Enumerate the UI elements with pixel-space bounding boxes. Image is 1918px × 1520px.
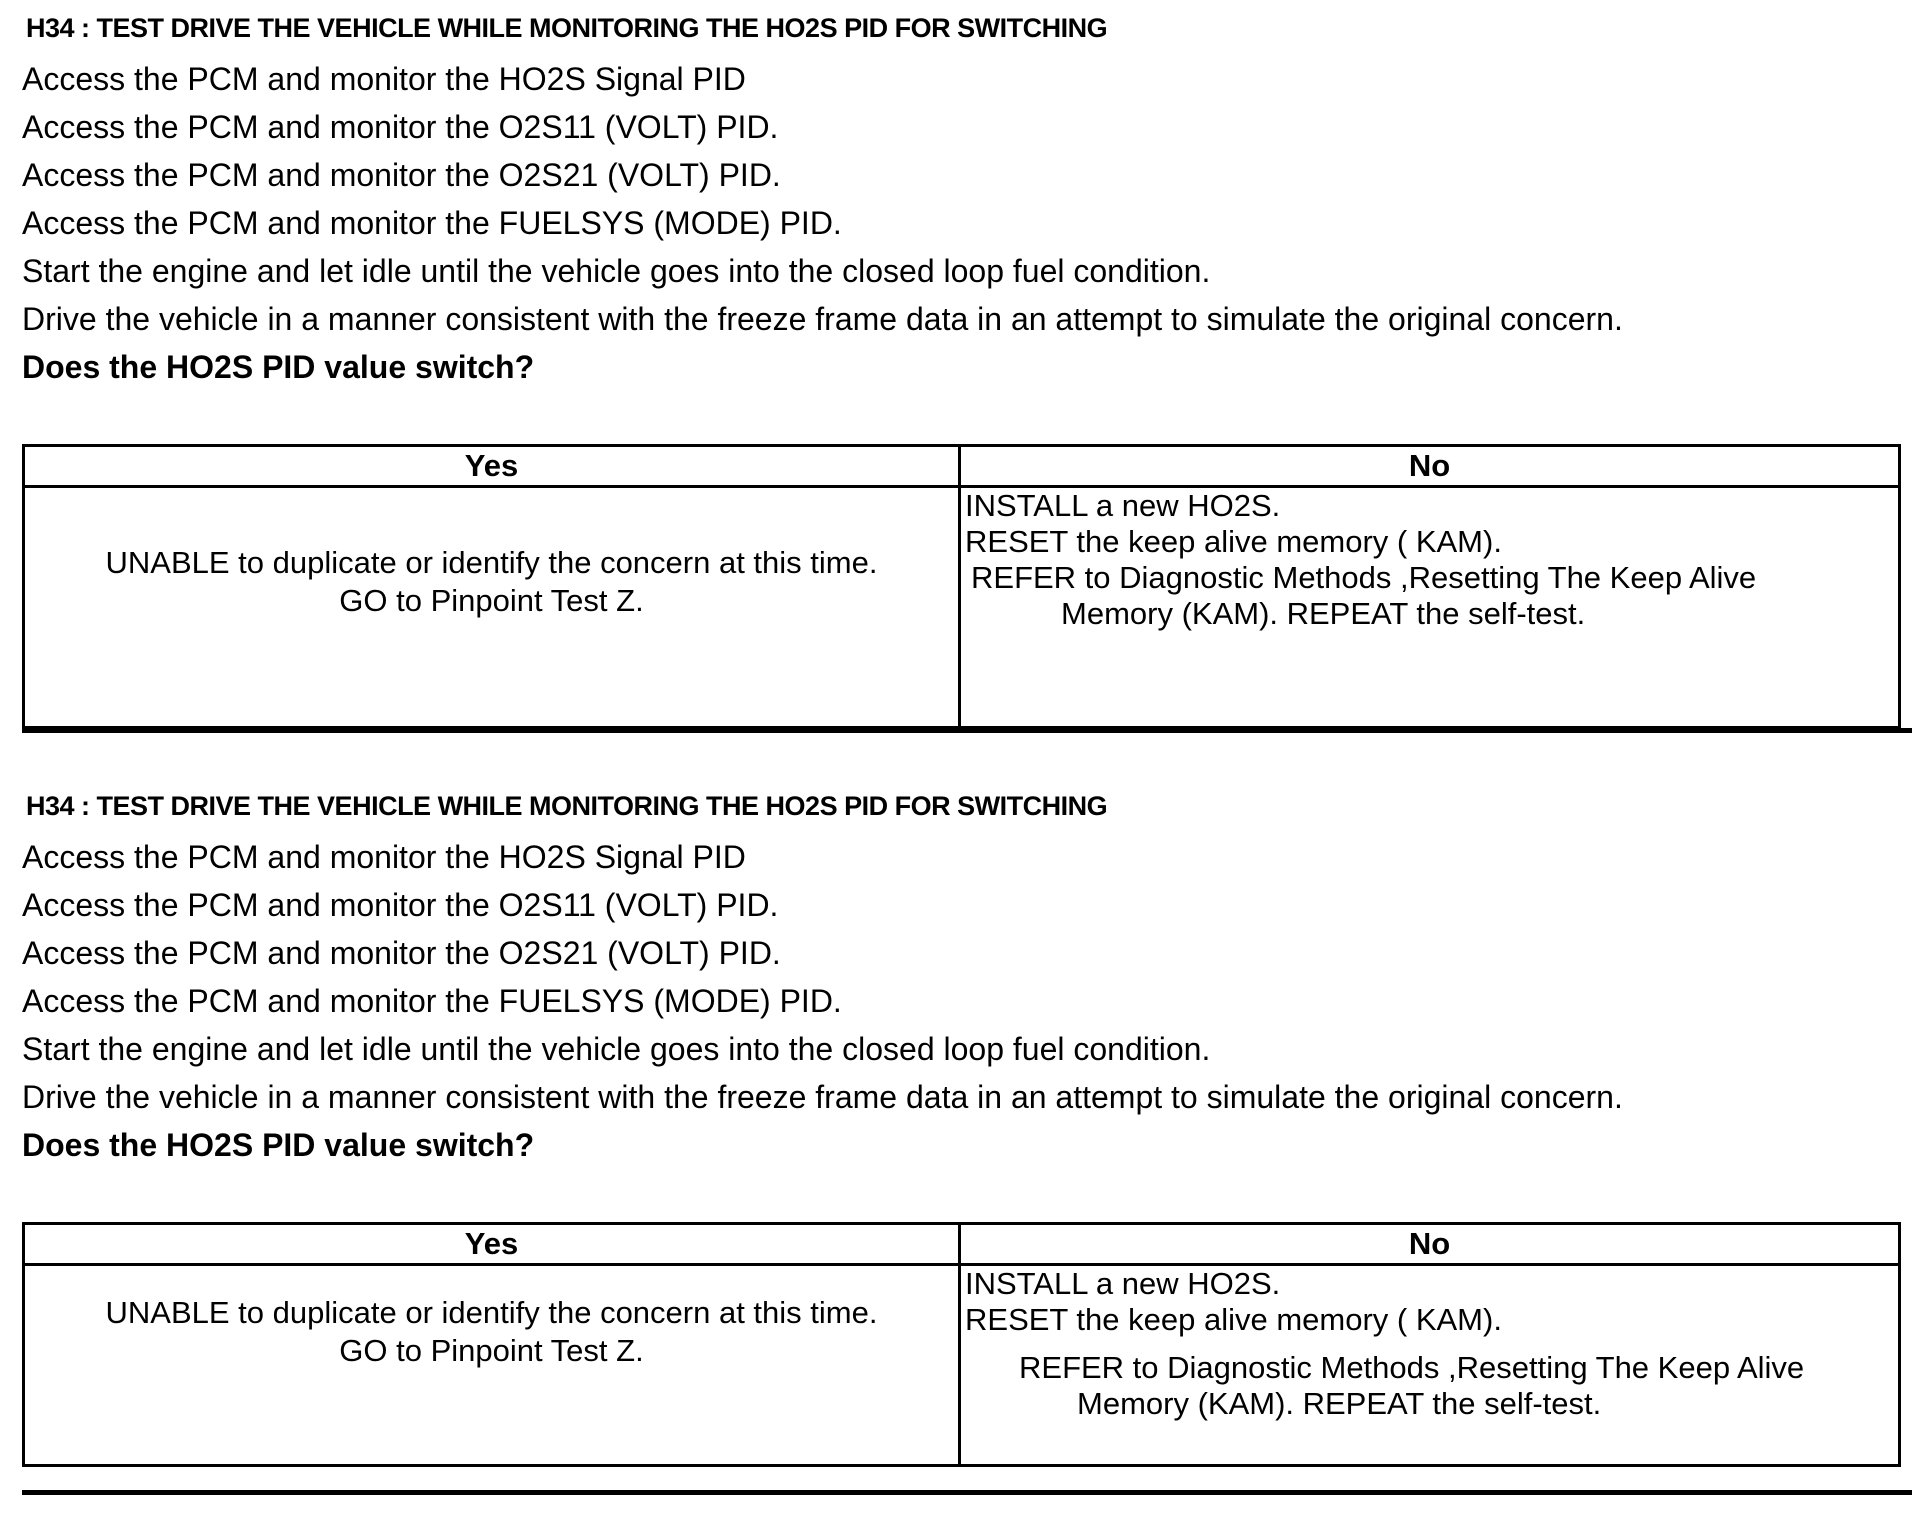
step-question: Does the HO2S PID value switch? — [22, 349, 535, 385]
yes-no-table — [22, 444, 1901, 729]
no-cell — [960, 487, 1900, 728]
yes-action-line: GO to Pinpoint Test Z. — [339, 583, 644, 618]
no-action-line: RESET the keep alive memory ( KAM). — [965, 524, 1502, 559]
no-action-line: INSTALL a new HO2S. — [965, 1266, 1281, 1301]
yes-no-table — [22, 1222, 1901, 1467]
step-instruction: Access the PCM and monitor the FUELSYS (MODE) PID. — [22, 205, 842, 241]
no-action-line: Memory (KAM). REPEAT the self-test. — [1061, 596, 1586, 631]
step-instruction: Access the PCM and monitor the O2S21 (VOLT) PID. — [22, 157, 781, 193]
step-instruction: Drive the vehicle in a manner consistent with the freeze frame data in an attempt to simulate the original concern. — [22, 301, 1623, 337]
section-divider — [22, 728, 1912, 733]
step-instruction: Start the engine and let idle until the vehicle goes into the closed loop fuel condition. — [22, 253, 1211, 289]
step-instruction: Access the PCM and monitor the HO2S Signal PID — [22, 839, 746, 875]
no-header: No — [960, 446, 1900, 487]
step-instruction: Drive the vehicle in a manner consistent with the freeze frame data in an attempt to simulate the original concern. — [22, 1079, 1623, 1115]
no-action-line: RESET the keep alive memory ( KAM). — [965, 1302, 1502, 1337]
yes-action-line: GO to Pinpoint Test Z. — [339, 1333, 644, 1368]
step-question: Does the HO2S PID value switch? — [22, 1127, 535, 1163]
step-instruction: Start the engine and let idle until the vehicle goes into the closed loop fuel condition. — [22, 1031, 1211, 1067]
no-action-line: REFER to Diagnostic Methods ,Resetting The Keep Alive — [971, 560, 1757, 595]
step-instruction: Access the PCM and monitor the O2S11 (VOLT) PID. — [22, 109, 779, 145]
no-action-line: REFER to Diagnostic Methods ,Resetting The Keep Alive — [1019, 1350, 1805, 1385]
step-title: H34 : TEST DRIVE THE VEHICLE WHILE MONITORING THE HO2S PID FOR SWITCHING — [26, 791, 1108, 821]
yes-cell — [24, 487, 960, 728]
step-instruction: Access the PCM and monitor the HO2S Signal PID — [22, 61, 746, 97]
step-title: H34 : TEST DRIVE THE VEHICLE WHILE MONITORING THE HO2S PID FOR SWITCHING — [26, 13, 1108, 43]
no-action-line: INSTALL a new HO2S. — [965, 488, 1281, 523]
yes-action-line: UNABLE to duplicate or identify the concern at this time. — [105, 545, 878, 580]
step-instruction: Access the PCM and monitor the FUELSYS (MODE) PID. — [22, 983, 842, 1019]
section-divider — [22, 1490, 1912, 1495]
yes-header: Yes — [24, 446, 960, 487]
no-header: No — [960, 1224, 1900, 1265]
no-action-line: Memory (KAM). REPEAT the self-test. — [1077, 1386, 1602, 1421]
step-instruction: Access the PCM and monitor the O2S21 (VOLT) PID. — [22, 935, 781, 971]
yes-cell — [24, 1265, 960, 1466]
yes-header: Yes — [24, 1224, 960, 1265]
step-instruction: Access the PCM and monitor the O2S11 (VOLT) PID. — [22, 887, 779, 923]
yes-action-line: UNABLE to duplicate or identify the concern at this time. — [105, 1295, 878, 1330]
no-cell — [960, 1265, 1900, 1466]
